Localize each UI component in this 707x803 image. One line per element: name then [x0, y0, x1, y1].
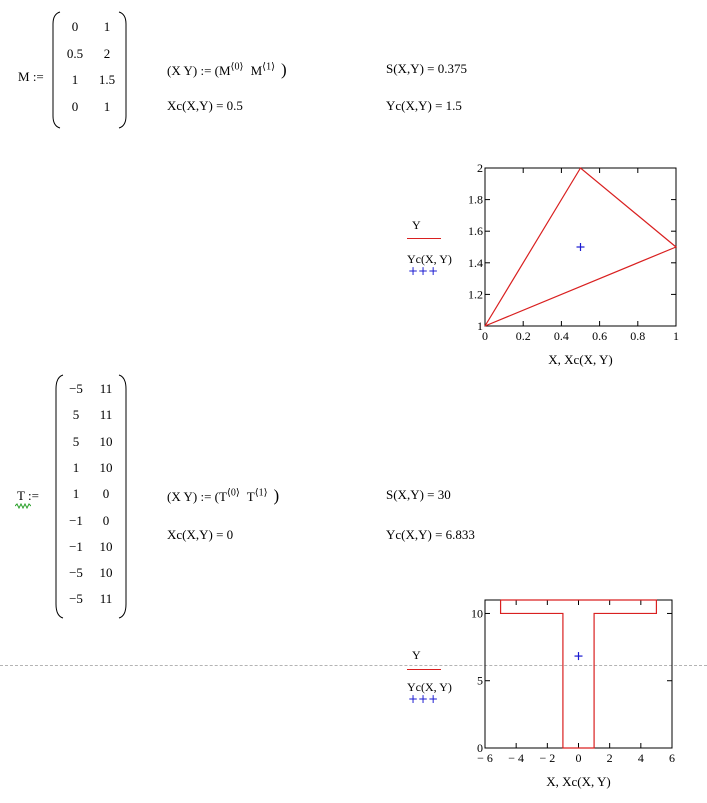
- xy-def-mid-t: T: [243, 489, 255, 504]
- t-cell-r7-c0: −5: [69, 565, 83, 581]
- assign-operator: :=: [32, 69, 44, 84]
- xy-def-close-t: ): [273, 486, 280, 505]
- chart2-xtick-label-3: 0: [575, 751, 582, 765]
- chart2-xtick-label-0: − 6: [477, 751, 493, 765]
- chart2-xtick-label-6: 6: [669, 751, 675, 765]
- xy-definition-m[interactable]: [167, 60, 287, 80]
- area-result-m[interactable]: S(X,Y) = 0.375: [386, 61, 467, 76]
- matrix-m-name: M: [18, 69, 30, 84]
- t-cell-r4-c1: 0: [102, 486, 110, 502]
- t-cell-r8-c1: 11: [99, 591, 113, 607]
- m-cell-r1-c0: 0.5: [66, 45, 84, 61]
- matrix-t-name: T: [17, 488, 25, 503]
- chart1-xtick-label-2: 0.4: [553, 329, 569, 343]
- matrix-m[interactable]: [52, 10, 127, 130]
- area-result-t[interactable]: S(X,Y) = 30: [386, 487, 451, 502]
- xc-result-t[interactable]: Xc(X,Y) = 0: [167, 527, 234, 542]
- chart1-legend-y: Y: [412, 218, 421, 232]
- matrix-t[interactable]: [55, 373, 130, 620]
- chart2-xtick-label-4: 2: [606, 751, 613, 765]
- t-cell-r6-c0: −1: [69, 538, 83, 554]
- yc-result-m[interactable]: Yc(X,Y) = 1.5: [386, 98, 462, 113]
- chart1-xtick-label-4: 0.8: [630, 329, 646, 343]
- chart1-xlabel: X, Xc(X, Y): [548, 352, 613, 367]
- chart2-xlabel: X, Xc(X, Y): [546, 774, 611, 789]
- xy-def-mid: M: [247, 63, 263, 78]
- t-cell-r1-c0: 5: [72, 407, 80, 423]
- chart1-xtick-label-5: 1: [673, 329, 679, 343]
- t-cell-r0-c0: −5: [69, 381, 83, 396]
- chart1-ytick-label-1: 1.2: [468, 287, 483, 302]
- chart2-xtick-label-5: 4: [637, 751, 644, 765]
- t-cell-r6-c1: 10: [99, 538, 113, 554]
- chart1-legend-yc: Yc(X, Y): [407, 252, 452, 266]
- chart2-plot[interactable]: [440, 590, 690, 800]
- chart2-ytick-label-1: 5: [477, 673, 483, 688]
- matrix-m-label: [18, 69, 44, 85]
- t-cell-r3-c1: 10: [99, 459, 113, 475]
- chart1-legend-line: [407, 238, 441, 239]
- chart1-ytick-label-2: 1.4: [468, 255, 483, 270]
- t-cell-r1-c1: 11: [99, 407, 113, 423]
- m-cell-r2-c1: 1.5: [98, 72, 116, 87]
- col1-superscript: ⟨1⟩: [262, 61, 275, 73]
- m-cell-r0-c0: 0: [71, 19, 79, 34]
- chart1-ytick-label-0: 1: [477, 319, 483, 333]
- col0-superscript-t: ⟨0⟩: [226, 487, 240, 499]
- chart1-ytick-label-4: 1.8: [468, 192, 483, 207]
- chart2-legend-yc: Yc(X, Y): [407, 680, 452, 694]
- t-cell-r5-c0: −1: [69, 512, 83, 528]
- chart1-ytick-label-5: 2: [477, 161, 483, 175]
- chart1-centroid-marker: [577, 243, 585, 251]
- t-cell-r8-c0: −5: [69, 591, 83, 607]
- t-cell-r2-c1: 10: [99, 433, 113, 449]
- m-cell-r3-c0: 0: [71, 98, 79, 114]
- chart2-xtick-label-1: − 4: [508, 751, 525, 765]
- chart2-centroid-marker: [575, 652, 583, 660]
- chart2-ytick-label-0: 0: [477, 741, 483, 755]
- chart1-legend-plus-marker: +++: [408, 264, 439, 278]
- t-cell-r0-c1: 11: [99, 381, 113, 396]
- chart2-legend-line: [407, 669, 441, 670]
- chart2-frame: [485, 600, 672, 748]
- chart1-plot[interactable]: [455, 160, 695, 370]
- m-cell-r2-c0: 1: [71, 72, 79, 87]
- chart1-ytick-label-3: 1.6: [468, 224, 483, 239]
- t-cell-r3-c0: 1: [72, 459, 80, 475]
- matrix-t-label: [17, 488, 39, 504]
- chart2-legend-plus-marker: +++: [408, 692, 439, 706]
- m-cell-r1-c1: 2: [103, 45, 111, 61]
- col1-superscript-t: ⟨1⟩: [254, 487, 268, 499]
- chart1-xtick-label-1: 0.2: [515, 329, 531, 343]
- chart1-xtick-label-3: 0.6: [592, 329, 608, 343]
- spellcheck-squiggle: [15, 503, 31, 509]
- xy-def-left-t: (X Y) := (T: [167, 489, 227, 504]
- chart2-xtick-label-2: − 2: [539, 751, 556, 765]
- t-cell-r4-c0: 1: [72, 486, 80, 502]
- xy-def-left: (X Y) := (M: [167, 63, 231, 78]
- m-cell-r0-c1: 1: [103, 19, 111, 34]
- chart2-ytick-label-2: 10: [471, 606, 483, 621]
- xy-def-close: ): [280, 60, 287, 79]
- col0-superscript: ⟨0⟩: [230, 61, 244, 73]
- xy-definition-t[interactable]: [167, 486, 279, 506]
- chart2-legend-y: Y: [412, 648, 421, 662]
- t-cell-r7-c1: 10: [99, 565, 113, 581]
- yc-result-t[interactable]: Yc(X,Y) = 6.833: [386, 527, 475, 542]
- m-cell-r3-c1: 1: [103, 98, 111, 114]
- assign-operator-t: :=: [27, 488, 39, 503]
- chart2-series-outline: [501, 600, 657, 748]
- t-cell-r2-c0: 5: [72, 433, 80, 449]
- chart1-xtick-label-0: 0: [482, 329, 488, 343]
- t-cell-r5-c1: 0: [102, 512, 110, 528]
- xc-result-m[interactable]: Xc(X,Y) = 0.5: [167, 98, 243, 113]
